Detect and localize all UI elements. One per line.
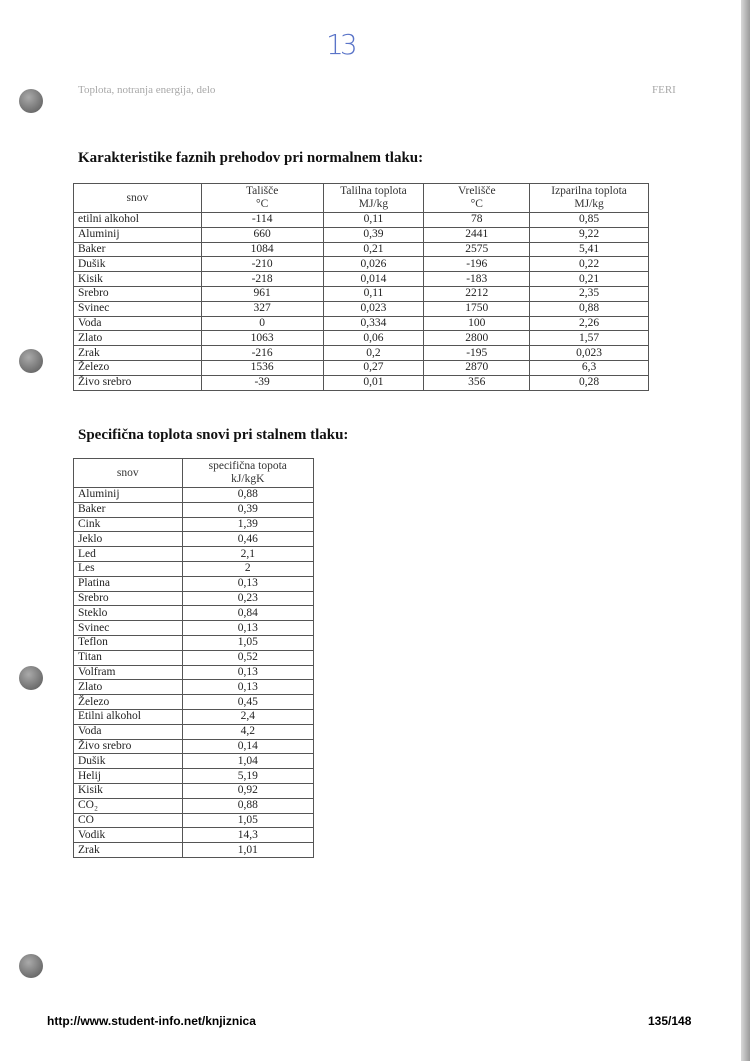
column-header-unit: MJ/kg (574, 198, 604, 210)
table-row (74, 242, 649, 257)
value-cell: 327 (201, 301, 323, 316)
table-row (74, 783, 314, 798)
column-header (323, 184, 424, 213)
column-header-label: snov (116, 466, 139, 479)
value-cell: 0,84 (182, 606, 313, 621)
value-cell: 0,28 (530, 375, 649, 390)
value-cell: 2212 (424, 286, 530, 301)
punch-hole-icon (19, 89, 43, 113)
column-header (530, 184, 649, 213)
table-row (74, 286, 649, 301)
substance-cell: Železo (74, 360, 202, 375)
table-row (74, 227, 649, 242)
table-row (74, 517, 314, 532)
table-row (74, 316, 649, 331)
value-cell: 0,46 (182, 532, 313, 547)
value-cell: 0,88 (182, 798, 313, 813)
value-cell: 0,22 (530, 257, 649, 272)
value-cell: 2,26 (530, 316, 649, 331)
substance-cell: Aluminij (74, 488, 183, 503)
value-cell: 2870 (424, 360, 530, 375)
value-cell: 1,04 (182, 754, 313, 769)
value-cell: 5,19 (182, 769, 313, 784)
substance-cell: Zlato (74, 680, 183, 695)
substance-cell: Voda (74, 316, 202, 331)
value-cell: 0,014 (323, 272, 424, 287)
value-cell: 2441 (424, 227, 530, 242)
table-row (74, 813, 314, 828)
value-cell: 6,3 (530, 360, 649, 375)
table-row (74, 547, 314, 562)
punch-hole-icon (19, 954, 43, 978)
substance-cell: etilni alkohol (74, 213, 202, 228)
value-cell: 2800 (424, 331, 530, 346)
substance-cell: Platina (74, 576, 183, 591)
value-cell: 0,23 (182, 591, 313, 606)
value-cell: 0,39 (182, 502, 313, 517)
column-header-label: specifična topota (208, 460, 287, 472)
value-cell: 0,92 (182, 783, 313, 798)
substance-cell: Steklo (74, 606, 183, 621)
value-cell: 1750 (424, 301, 530, 316)
value-cell: 0,85 (530, 213, 649, 228)
table-row (74, 331, 649, 346)
column-header (424, 184, 530, 213)
value-cell: 0,88 (530, 301, 649, 316)
scan-edge (741, 0, 750, 1061)
table-row (74, 532, 314, 547)
table-row (74, 828, 314, 843)
table-row (74, 650, 314, 665)
table-row (74, 769, 314, 784)
value-cell: 0,39 (323, 227, 424, 242)
value-cell: 0,21 (323, 242, 424, 257)
value-cell: -183 (424, 272, 530, 287)
substance-cell: Železo (74, 695, 183, 710)
table-row (74, 843, 314, 858)
table-row (74, 561, 314, 576)
substance-cell: CO₂ (74, 798, 183, 813)
value-cell: 0,52 (182, 650, 313, 665)
value-cell: 0,2 (323, 346, 424, 361)
column-header-label: Izparilna toplota (551, 185, 627, 197)
substance-cell: Zrak (74, 346, 202, 361)
value-cell: 2575 (424, 242, 530, 257)
table-row (74, 346, 649, 361)
column-header (201, 184, 323, 213)
table-row (74, 257, 649, 272)
column-header-label: Talilna toplota (340, 185, 407, 197)
value-cell: 0,13 (182, 621, 313, 636)
table-row (74, 591, 314, 606)
value-cell: 0,334 (323, 316, 424, 331)
value-cell: 0,13 (182, 665, 313, 680)
handwritten-page-number: 13 (326, 28, 354, 61)
value-cell: -39 (201, 375, 323, 390)
running-header-left: Toplota, notranja energija, delo (78, 84, 216, 96)
substance-cell: Dušik (74, 257, 202, 272)
column-header-label: Vrelišče (457, 185, 496, 197)
value-cell: 2,1 (182, 547, 313, 562)
substance-cell: Živo srebro (74, 375, 202, 390)
table-row (74, 375, 649, 390)
substance-cell: Titan (74, 650, 183, 665)
value-cell: 0,45 (182, 695, 313, 710)
value-cell: 1,01 (182, 843, 313, 858)
value-cell: 1,05 (182, 813, 313, 828)
substance-cell: Zlato (74, 331, 202, 346)
value-cell: 78 (424, 213, 530, 228)
value-cell: 0,27 (323, 360, 424, 375)
table-row (74, 754, 314, 769)
substance-cell: Baker (74, 502, 183, 517)
value-cell: -218 (201, 272, 323, 287)
footer-page-number: 135/148 (648, 1014, 692, 1028)
table-row (74, 621, 314, 636)
table-row (74, 301, 649, 316)
column-header-unit: MJ/kg (358, 198, 389, 210)
value-cell: 0,21 (530, 272, 649, 287)
substance-cell: Aluminij (74, 227, 202, 242)
value-cell: 961 (201, 286, 323, 301)
value-cell: 0,11 (323, 286, 424, 301)
value-cell: -114 (201, 213, 323, 228)
value-cell: 1,57 (530, 331, 649, 346)
value-cell: 2,35 (530, 286, 649, 301)
substance-cell: Cink (74, 517, 183, 532)
column-header-label: snov (126, 191, 149, 204)
value-cell: 0,88 (182, 488, 313, 503)
substance-cell: CO (74, 813, 183, 828)
column-header-label: Tališče (245, 185, 279, 197)
table-row (74, 798, 314, 813)
table-row (74, 709, 314, 724)
table1-title: Karakteristike faznih prehodov pri normalnem tlaku: (78, 150, 424, 166)
value-cell: 2 (182, 561, 313, 576)
substance-cell: Etilni alkohol (74, 709, 183, 724)
column-header (74, 459, 183, 488)
substance-cell: Srebro (74, 286, 202, 301)
table-row (74, 576, 314, 591)
table-row (74, 360, 649, 375)
substance-cell: Jeklo (74, 532, 183, 547)
substance-cell: Kisik (74, 783, 183, 798)
specific-heat-table (73, 458, 314, 858)
substance-cell: Srebro (74, 591, 183, 606)
footer-url[interactable]: http://www.student-info.net/knjiznica (47, 1014, 256, 1028)
phase-transition-table (73, 183, 649, 391)
table-row (74, 272, 649, 287)
table-row (74, 724, 314, 739)
table-row (74, 488, 314, 503)
value-cell: 0,13 (182, 680, 313, 695)
value-cell: 0,06 (323, 331, 424, 346)
value-cell: -216 (201, 346, 323, 361)
table-row (74, 680, 314, 695)
substance-cell: Vodik (74, 828, 183, 843)
table-row (74, 739, 314, 754)
value-cell: 0,11 (323, 213, 424, 228)
substance-cell: Volfram (74, 665, 183, 680)
value-cell: -195 (424, 346, 530, 361)
column-header-unit: °C (256, 198, 269, 210)
value-cell: 0,01 (323, 375, 424, 390)
column-header (182, 459, 313, 488)
column-header-unit: °C (470, 198, 483, 210)
table-row (74, 606, 314, 621)
value-cell: 5,41 (530, 242, 649, 257)
table-row (74, 502, 314, 517)
substance-cell: Živo srebro (74, 739, 183, 754)
value-cell: 14,3 (182, 828, 313, 843)
substance-cell: Baker (74, 242, 202, 257)
substance-cell: Dušik (74, 754, 183, 769)
value-cell: 9,22 (530, 227, 649, 242)
value-cell: 1084 (201, 242, 323, 257)
value-cell: 0,14 (182, 739, 313, 754)
substance-cell: Teflon (74, 635, 183, 650)
value-cell: -196 (424, 257, 530, 272)
value-cell: 1536 (201, 360, 323, 375)
table-row (74, 635, 314, 650)
substance-cell: Les (74, 561, 183, 576)
value-cell: 0,023 (530, 346, 649, 361)
value-cell: 660 (201, 227, 323, 242)
value-cell: 4,2 (182, 724, 313, 739)
table2-title: Specifična toplota snovi pri stalnem tlaku: (78, 427, 349, 443)
table-row (74, 665, 314, 680)
substance-cell: Kisik (74, 272, 202, 287)
substance-cell: Helij (74, 769, 183, 784)
substance-cell: Led (74, 547, 183, 562)
substance-cell: Svinec (74, 301, 202, 316)
column-header-unit: kJ/kgK (231, 473, 265, 485)
value-cell: 1,05 (182, 635, 313, 650)
punch-hole-icon (19, 666, 43, 690)
table-row (74, 213, 649, 228)
running-header-right: FERI (652, 84, 676, 96)
value-cell: 356 (424, 375, 530, 390)
value-cell: 0 (201, 316, 323, 331)
column-header (74, 184, 202, 213)
punch-hole-icon (19, 349, 43, 373)
value-cell: 0,023 (323, 301, 424, 316)
value-cell: 1,39 (182, 517, 313, 532)
value-cell: 100 (424, 316, 530, 331)
value-cell: 1063 (201, 331, 323, 346)
value-cell: 0,026 (323, 257, 424, 272)
value-cell: 0,13 (182, 576, 313, 591)
substance-cell: Voda (74, 724, 183, 739)
substance-cell: Svinec (74, 621, 183, 636)
substance-cell: Zrak (74, 843, 183, 858)
value-cell: -210 (201, 257, 323, 272)
value-cell: 2,4 (182, 709, 313, 724)
table-row (74, 695, 314, 710)
